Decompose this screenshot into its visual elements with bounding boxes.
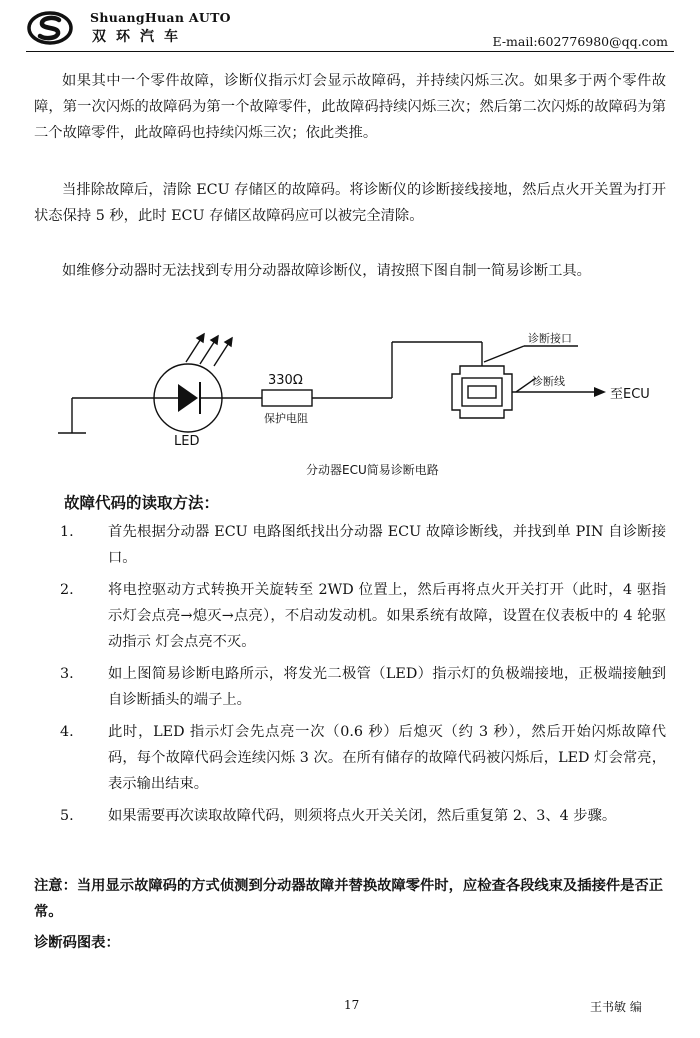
step-number: 4. [60,724,74,740]
step-text: 首先根据分动器 ECU 电路图纸找出分动器 ECU 故障诊断线，并找到单 PIN 自诊断接口。 [108,524,666,566]
section-title-reading-method: 故障代码的读取方法： [64,494,220,512]
step-1 [34,519,666,571]
step-text: 此时，LED 指示灯会先点亮一次（0.6 秒）后熄灭（约 3 秒），然后开始闪烁故障代码，每个故障代码会连续闪烁 3 次。在所有储存的故障代码被闪烁后，LED 灯会常亮，表示输出结束。 [108,724,666,792]
step-text: 如果需要再次读取故障代码，则须将点火开关关闭，然后重复第 2、3、4 步骤。 [108,808,617,824]
resistor-value: 330Ω [268,373,303,388]
diagnostic-connector-symbol [452,366,512,418]
step-text: 将电控驱动方式转换开关旋转至 2WD 位置上，然后再将点火开关打开（此时，4 驱指 示灯会点亮→熄灭→点亮），不启动发动机。如果系统有故障，设置在仪表板中的 4 轮驱动指示 灯会点亮不灭。 [108,582,666,650]
led-symbol [154,364,222,432]
step-number: 5. [60,808,74,824]
led-label: LED [174,434,200,449]
diagnostic-circuit-diagram [54,318,674,494]
step-5 [34,803,666,829]
steps-list [34,519,666,835]
resistor-symbol [262,390,312,406]
step-2 [34,577,666,655]
warning-note: 注意：当用显示故障码的方式侦测到分动器故障并替换故障零件时，应检查各段线束及插接件是否正常。 [34,878,664,920]
header-divider [26,51,674,52]
diagnostic-code-chart-label: 诊断码图表： [34,935,120,951]
diagnostic-line-label: 诊断线 [532,375,565,388]
diagram-caption: 分动器ECU简易诊断电路 [306,463,439,477]
step-4 [34,719,666,797]
shuanghuan-logo-icon [26,10,74,46]
paragraph-fault-code-display: 如果其中一个零件故障，诊断仪指示灯会显示故障码，并持续闪烁三次。如果多于两个零件故障，第一次闪烁的故障码为第一个故障零件，此故障码持续闪烁三次；然后第二次闪烁的故障码为第二个故障零件，此故障码也持续闪烁三次；依此类推。 [34,73,666,141]
resistor-label: 保护电阻 [264,412,308,425]
diagnostic-port-label: 诊断接口 [528,332,572,345]
page-number: 17 [344,998,360,1012]
contact-email: E-mail:602776980@qq.com [492,34,668,49]
arrow-right-icon [594,387,606,397]
step-number: 2. [60,582,74,598]
to-ecu-label: 至ECU [610,387,650,402]
paragraph-clear-fault-codes: 当排除故障后，清除 ECU 存储区的故障码。将诊断仪的诊断接线接地，然后点火开关置为打开状态保持 5 秒，此时 ECU 存储区故障码应可以被完全清除。 [34,182,666,224]
brand-chinese-name: 双环汽车 [92,29,188,45]
step-3 [34,661,666,713]
step-number: 3. [60,666,74,682]
light-arrows-icon [186,334,232,366]
step-text: 如上图简易诊断电路所示，将发光二极管（LED）指示灯的负极端接地，正极端接触到自诊断插头的端子上。 [108,666,666,708]
brand-english-name: ShuangHuan AUTO [90,10,231,25]
editor-credit: 王书敏 编 [590,1000,642,1014]
step-number: 1. [60,524,74,540]
paragraph-diy-tool: 如维修分动器时无法找到专用分动器故障诊断仪，请按照下图自制一简易诊断工具。 [62,263,591,279]
page-header [0,0,700,52]
